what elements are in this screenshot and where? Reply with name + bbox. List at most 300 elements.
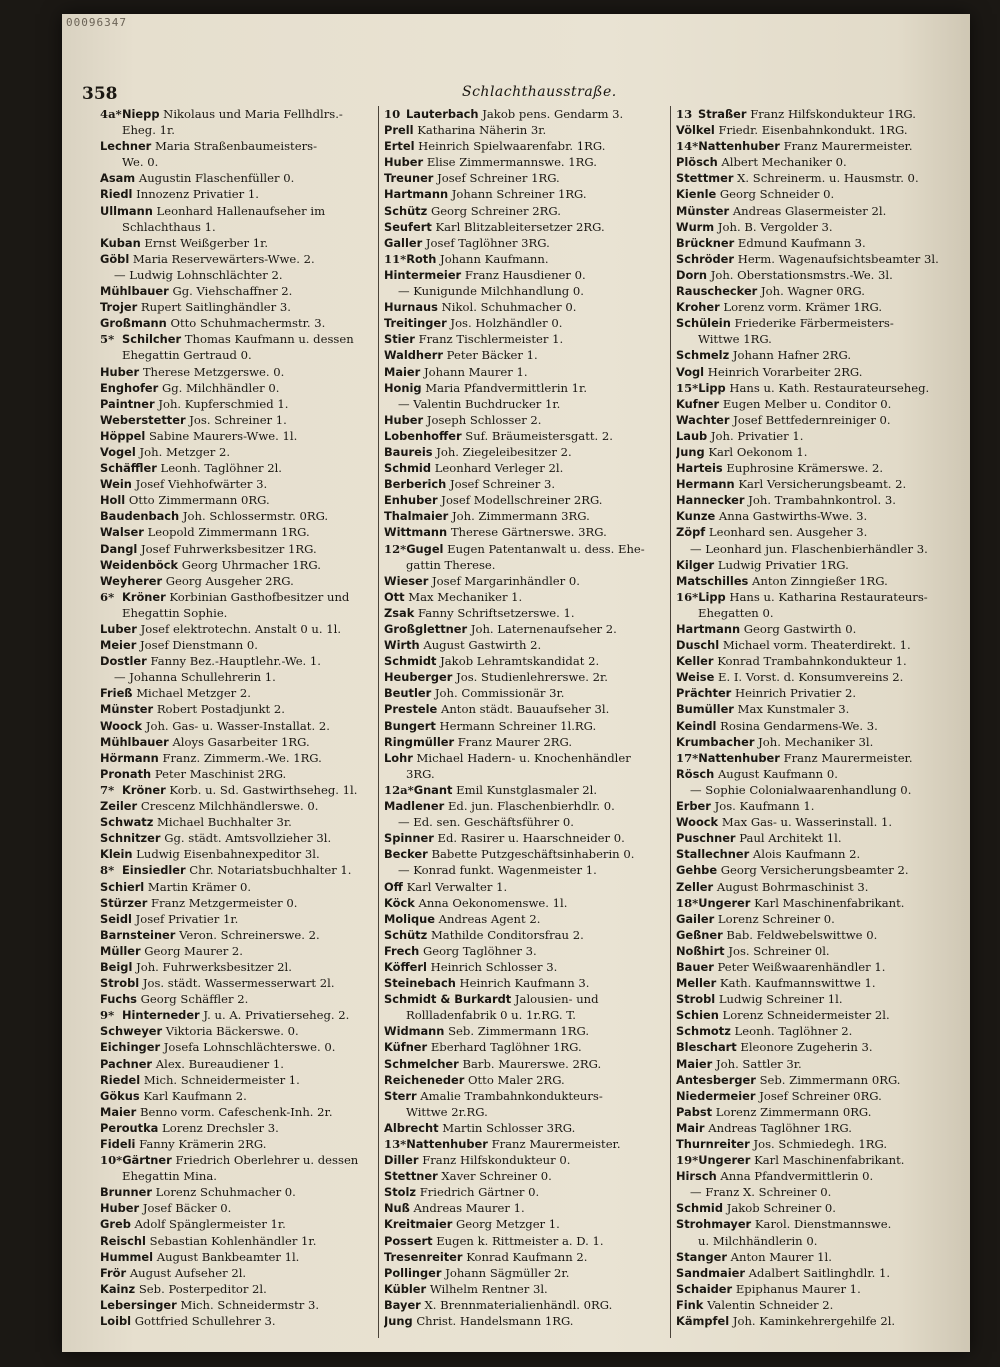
resident-surname: Meier [100,638,137,653]
resident-surname: Frieß [100,686,133,701]
directory-entry [384,846,666,862]
directory-entry [676,138,964,154]
resident-details: Crescenz Milchhändlerswe. 0. [140,799,319,814]
directory-entry [676,347,964,363]
resident-details: Jalousien- und [514,992,599,1007]
resident-details: August Bankbeamter 1l. [156,1249,300,1264]
directory-entry [100,1297,372,1313]
resident-details: Max Kunstmaler 3. [737,702,850,717]
resident-details: Sabine Maurers-Wwe. 1l. [148,428,298,443]
directory-entry [384,106,666,122]
resident-surname: Geßner [676,927,723,942]
resident-details: J. u. A. Privatierseheg. 2. [203,1008,350,1023]
resident-details: Franz Maurermeister. [783,139,913,154]
house-number: 5* [100,332,115,347]
house-number: 17* [676,750,699,765]
archive-stamp: 00096347 [66,16,127,29]
directory-entry [384,267,666,283]
resident-details: Josef Dienstmann 0. [140,638,258,653]
resident-details: Ehegatten 0. [698,605,774,620]
directory-entry [676,1297,964,1313]
resident-details: Michael Hadern- u. Knochenhändler [416,750,631,765]
directory-entry [384,524,666,540]
directory-entry [100,1007,372,1023]
resident-surname: Schmidt [384,654,437,669]
resident-details: Karol. Dienstmannswe. [754,1217,892,1232]
directory-entry [100,621,372,637]
directory-entry [384,573,666,589]
resident-surname: Bauer [676,959,714,974]
resident-details: Friedrich Gärtner 0. [419,1185,540,1200]
resident-surname: Berberich [384,477,447,492]
resident-details: Franz Maurermeister. [491,1137,621,1151]
resident-details: Friedr. Eisenbahnkondukt. 1RG. [718,123,908,138]
resident-surname: Weberstetter [100,412,186,427]
resident-details: Viktoria Bäckerswe. 0. [165,1024,299,1039]
resident-surname: Ullmann [100,203,153,218]
directory-entry [676,1200,964,1216]
resident-details: Georg Ausgeher 2RG. [165,573,294,588]
resident-details: August Gastwirth 2. [423,638,542,653]
resident-surname: Laub [676,428,708,443]
resident-surname: Huber [100,364,140,379]
resident-details: Alois Kaufmann 2. [752,847,861,862]
directory-entry [676,412,964,428]
resident-details: Josefa Lohnschlächterswe. 0. [163,1040,336,1055]
resident-details: Peter Weißwaarenhändler 1. [717,959,886,974]
house-number: 10* [100,1153,123,1168]
resident-details: Karl Blitzableitersetzer 2RG. [435,219,605,234]
resident-details: Rollladenfabrik 0 u. 1r.RG. T. [406,1008,576,1023]
resident-surname: Nattenhuber [698,750,780,765]
resident-surname: Baudenbach [100,509,180,524]
resident-details: Wittwe 1RG. [698,332,772,347]
directory-entry [676,460,964,476]
resident-surname: Großglettner [384,622,468,636]
resident-details: Albert Mechaniker 0. [721,155,847,170]
resident-details: Robert Postadjunkt 2. [156,702,285,717]
directory-entry [676,1023,964,1039]
resident-surname: Wittmann [384,525,448,540]
resident-surname: Schierl [100,879,145,894]
resident-details: Josef Schreiner 0RG. [759,1088,882,1103]
resident-details: Korbinian Gasthofbesitzer und [169,589,350,604]
resident-details: Eberhard Taglöhner 1RG. [430,1040,582,1055]
resident-details: Seb. Posterpeditor 2l. [138,1281,267,1296]
directory-entry [676,380,964,396]
resident-details: Johann Sägmüller 2r. [445,1265,570,1280]
directory-entry [384,975,666,991]
resident-surname: Schnitzer [100,831,161,846]
directory-entry [384,235,666,251]
resident-surname: Hirsch [676,1169,717,1184]
directory-entry [100,1152,372,1168]
resident-surname: Schröder [676,251,735,266]
resident-details: Josef Schreiner 1RG. [437,171,560,186]
directory-entry [384,122,666,138]
directory-entry [384,701,666,717]
directory-entry [100,138,372,154]
resident-surname: Kienle [676,187,717,202]
resident-surname: Riedl [100,187,133,202]
resident-details: Jakob pens. Gendarm 3. [482,107,624,121]
resident-details: Karl Kaufmann 2. [143,1088,247,1103]
directory-entry [676,653,964,669]
directory-entry [100,186,372,202]
resident-details: Joh. Schlossermstr. 0RG. [182,509,329,524]
resident-surname: Thalmaier [384,509,449,524]
resident-surname: Asam [100,171,136,186]
resident-details: Bab. Feldwebelswittwe 0. [726,927,878,942]
directory-entry [676,557,964,573]
resident-details: Joh. Kupferschmied 1. [158,396,289,411]
resident-surname: Heuberger [384,670,453,685]
resident-details: Heinrich Vorarbeiter 2RG. [707,364,863,379]
resident-details: Georg Schäffler 2. [140,992,249,1007]
resident-details: Andreas Glasermeister 2l. [732,203,887,218]
directory-entry [676,1136,964,1152]
directory-entry [100,170,372,186]
directory-entry [100,541,372,557]
directory-entry [100,846,372,862]
resident-surname: Kunze [676,509,716,524]
resident-surname: Kufner [676,396,720,411]
directory-entry [100,927,372,943]
directory-entry [676,122,964,138]
house-number: 7* [100,782,115,797]
resident-details: Joh. Laternenaufseher 2. [470,622,617,636]
directory-entry [676,1120,964,1136]
resident-details: Franz Hilfskondukteur 1RG. [750,107,916,121]
resident-details: Hermann Schreiner 1l.RG. [439,718,597,733]
directory-entry [100,1265,372,1281]
resident-surname: Völkel [676,123,715,138]
resident-surname: Rösch [676,766,715,781]
directory-entry [384,283,666,299]
house-number: 10 [384,107,401,121]
resident-surname: Roth [406,251,437,266]
resident-details: Jos. Schreiner 1. [189,412,287,427]
directory-entry [676,444,964,460]
directory-entry [384,862,666,878]
resident-details: Joh. Oberstationsmstrs.-We. 3l. [710,267,893,282]
directory-entry [676,492,964,508]
resident-surname: Göbl [100,251,130,266]
directory-entry [100,251,372,267]
resident-surname: Brunner [100,1185,152,1200]
resident-details: Konrad Kaufmann 2. [466,1249,588,1264]
resident-surname: Prächter [676,686,732,701]
directory-entry [384,380,666,396]
directory-entry [384,1056,666,1072]
resident-details: Josef Viehhofwärter 3. [135,477,268,492]
directory-entry [100,444,372,460]
resident-details: — Kunigunde Milchhandlung 0. [398,284,584,299]
directory-entry [676,283,964,299]
resident-surname: Küfner [384,1040,428,1055]
directory-entry [676,235,964,251]
resident-surname: Woock [100,718,143,733]
resident-details: Ed. Rasirer u. Haarschneider 0. [437,831,625,846]
resident-surname: Pabst [676,1104,713,1119]
resident-surname: Köck [384,895,415,910]
directory-entry [100,1216,372,1232]
resident-surname: Jung [676,444,705,459]
resident-details: Karl Maschinenfabrikant. [754,895,905,910]
resident-surname: Kröner [122,782,166,797]
resident-details: Therese Metzgerswe. 0. [142,364,285,379]
resident-details: Karl Versicherungsbeamt. 2. [738,477,907,492]
directory-entry [100,299,372,315]
resident-surname: Pollinger [384,1265,442,1280]
resident-details: Heinrich Schlosser 3. [430,959,558,974]
directory-entry [384,396,666,412]
directory-entry [676,1088,964,1104]
directory-entry [384,1023,666,1039]
resident-surname: Thurnreiter [676,1137,750,1151]
directory-entry [676,814,964,830]
resident-details: Joh. Trambahnkontrol. 3. [748,493,896,508]
directory-entry [100,701,372,717]
house-number: 9* [100,1008,115,1023]
directory-entry [384,170,666,186]
house-number: 12a* [384,782,414,797]
resident-surname: Weyherer [100,573,163,588]
directory-entry [100,1233,372,1249]
resident-details: Ludwig Privatier 1RG. [717,557,849,572]
directory-entry [384,364,666,380]
directory-entry [676,943,964,959]
resident-details: Lorenz Schneidermeister 2l. [722,1008,890,1023]
directory-entry [100,412,372,428]
house-number: 12* [384,541,407,556]
directory-entry [100,685,372,701]
resident-details: Georg Uhrmacher 1RG. [181,557,321,572]
resident-surname: Kilger [676,557,715,572]
directory-entry [100,1281,372,1297]
directory-entry [100,798,372,814]
resident-details: Martin Schlosser 3RG. [442,1120,576,1135]
resident-surname: Niedermeier [676,1088,756,1103]
directory-entry [100,1200,372,1216]
resident-details: Gg. städt. Amtsvollzieher 3l. [164,831,332,846]
house-number: 6* [100,589,115,604]
directory-entry [676,959,964,975]
resident-surname: Luber [100,622,137,636]
resident-surname: Wieser [384,573,429,588]
directory-entry [676,927,964,943]
directory-column-1 [100,106,372,1329]
resident-details: Wilhelm Rentner 3l. [429,1281,548,1296]
resident-details: Benno vorm. Cafeschenk-Inh. 2r. [139,1104,333,1119]
resident-details: E. I. Vorst. d. Konsumvereins 2. [717,670,904,685]
resident-details: Babette Putzgeschäftsinhaberin 0. [431,847,635,862]
directory-entry [676,331,964,347]
resident-details: Michael vorm. Theaterdirekt. 1. [722,638,911,653]
resident-details: Joh. B. Vergolder 3. [717,219,833,234]
resident-details: Leonh. Taglöhner 2l. [160,461,282,476]
resident-surname: Schilcher [122,332,182,347]
directory-entry [100,283,372,299]
resident-surname: Maier [384,364,421,379]
resident-details: Ed. jun. Flaschenbierhdlr. 0. [447,799,615,814]
resident-surname: Zöpf [676,525,706,540]
resident-details: Joh. Wagner 0RG. [761,284,865,299]
directory-entry [676,170,964,186]
resident-details: Therese Gärtnerswe. 3RG. [450,525,607,540]
directory-entry [384,508,666,524]
resident-surname: Wein [100,477,132,492]
directory-entry [384,911,666,927]
resident-surname: Stettner [384,1169,438,1184]
directory-entry [100,347,372,363]
directory-entry [676,508,964,524]
resident-surname: Lebersinger [100,1297,177,1312]
directory-entry [384,1265,666,1281]
resident-details: Josef Bettfedernreiniger 0. [733,412,891,427]
resident-surname: Widmann [384,1024,445,1039]
resident-details: Gottfried Schullehrer 3. [134,1314,276,1329]
resident-surname: Vogl [676,364,705,379]
resident-details: Wittwe 2r.RG. [406,1104,488,1119]
directory-entry [676,1265,964,1281]
resident-surname: Schmid [676,1201,723,1216]
resident-details: Hans u. Kath. Restaurateurseheg. [729,380,930,395]
resident-details: Maria Pfandvermittlerin 1r. [425,380,588,395]
directory-entry [100,1039,372,1055]
resident-surname: Lauterbach [406,107,479,121]
resident-surname: Nuß [384,1201,410,1216]
resident-details: August Bohrmaschinist 3. [716,879,869,894]
directory-entry [100,331,372,347]
resident-details: gattin Therese. [406,557,496,572]
directory-entry [384,460,666,476]
resident-surname: Waldherr [384,348,443,363]
resident-details: Friedrich Oberlehrer u. dessen [175,1153,359,1168]
resident-surname: Kröner [122,589,166,604]
resident-surname: Dostler [100,654,147,669]
directory-entry [384,1233,666,1249]
house-number: 11* [384,251,407,266]
resident-surname: Krumbacher [676,734,755,749]
resident-details: Hans u. Katharina Restaurateurs- [729,589,928,604]
resident-surname: Frech [384,943,420,958]
resident-surname: Possert [384,1233,433,1248]
resident-details: Joh. Kaminkehrergehilfe 2l. [732,1314,896,1329]
directory-entry [384,347,666,363]
resident-surname: Lipp [698,380,726,395]
resident-surname: Barnsteiner [100,927,176,942]
resident-surname: Noßhirt [676,943,725,958]
directory-entry [100,1184,372,1200]
directory-entry [100,653,372,669]
resident-surname: Stallechner [676,847,750,862]
resident-details: Georg Schreiner 2RG. [430,203,561,218]
resident-details: Andreas Agent 2. [438,911,541,926]
directory-entry [384,637,666,653]
resident-surname: Wurm [676,219,715,234]
resident-details: Andreas Taglöhner 1RG. [708,1120,852,1135]
resident-surname: Fideli [100,1137,136,1151]
directory-entry [100,460,372,476]
resident-surname: Zeller [676,879,714,894]
directory-entry [384,1249,666,1265]
resident-surname: Zeiler [100,799,138,814]
resident-details: Leopold Zimmermann 1RG. [147,525,310,540]
resident-surname: Hartmann [676,622,741,636]
resident-surname: Schütz [384,203,428,218]
directory-entry [100,830,372,846]
resident-surname: Klein [100,847,133,862]
directory-entry [384,251,666,267]
resident-details: Ehegattin Sophie. [122,605,228,620]
resident-surname: Matschilles [676,573,749,588]
column-rule [670,106,671,1338]
resident-details: Elise Zimmermannswe. 1RG. [426,155,597,170]
directory-entry [384,879,666,895]
house-number: 8* [100,863,115,878]
directory-entry [384,589,666,605]
resident-surname: Gnant [413,782,453,797]
resident-details: u. Milchhändlerin 0. [698,1233,818,1248]
directory-entry [676,895,964,911]
resident-surname: Puschner [676,831,736,846]
resident-details: Jos. städt. Wassermesserwart 2l. [142,976,335,991]
resident-surname: Honig [384,380,422,395]
resident-surname: Huber [384,412,424,427]
resident-details: Paul Architekt 1l. [739,831,842,846]
directory-entry [384,798,666,814]
directory-entry [676,750,964,766]
directory-entry [384,154,666,170]
resident-details: Michael Metzger 2. [136,686,251,701]
resident-details: Joh. Fuhrwerksbesitzer 2l. [136,959,292,974]
resident-details: Georg Maurer 2. [144,943,243,958]
directory-entry [100,1136,372,1152]
directory-entry [100,943,372,959]
directory-entry [100,154,372,170]
resident-surname: Münster [676,203,730,218]
resident-surname: Stier [384,332,415,347]
resident-details: Anna Gastwirths-Wwe. 3. [718,509,868,524]
directory-entry [100,1023,372,1039]
resident-surname: Münster [100,702,154,717]
resident-surname: Nattenhuber [406,1137,488,1151]
resident-surname: Riedel [100,1072,141,1087]
resident-details: Adolf Spänglermeister 1r. [134,1217,286,1232]
resident-surname: Dangl [100,541,138,556]
directory-entry [384,138,666,154]
resident-surname: Spinner [384,831,434,846]
resident-surname: Straßer [698,107,747,121]
resident-surname: Strobl [676,992,716,1007]
resident-details: Ernst Weißgerber 1r. [144,235,269,250]
directory-entry [384,1168,666,1184]
directory-entry [676,830,964,846]
resident-surname: Diller [384,1153,419,1168]
directory-entry [676,862,964,878]
directory-entry [100,959,372,975]
resident-surname: Treuner [384,171,434,186]
house-number: 19* [676,1153,699,1168]
resident-details: Leonh. Taglöhner 2. [734,1024,853,1039]
resident-surname: Prestele [384,702,438,717]
resident-details: Lorenz Schuhmacher 0. [155,1185,296,1200]
resident-details: X. Brennmaterialienhändl. 0RG. [424,1297,613,1312]
resident-surname: Woock [676,815,719,830]
resident-details: Eheg. 1r. [122,123,175,138]
resident-surname: Kainz [100,1281,136,1296]
